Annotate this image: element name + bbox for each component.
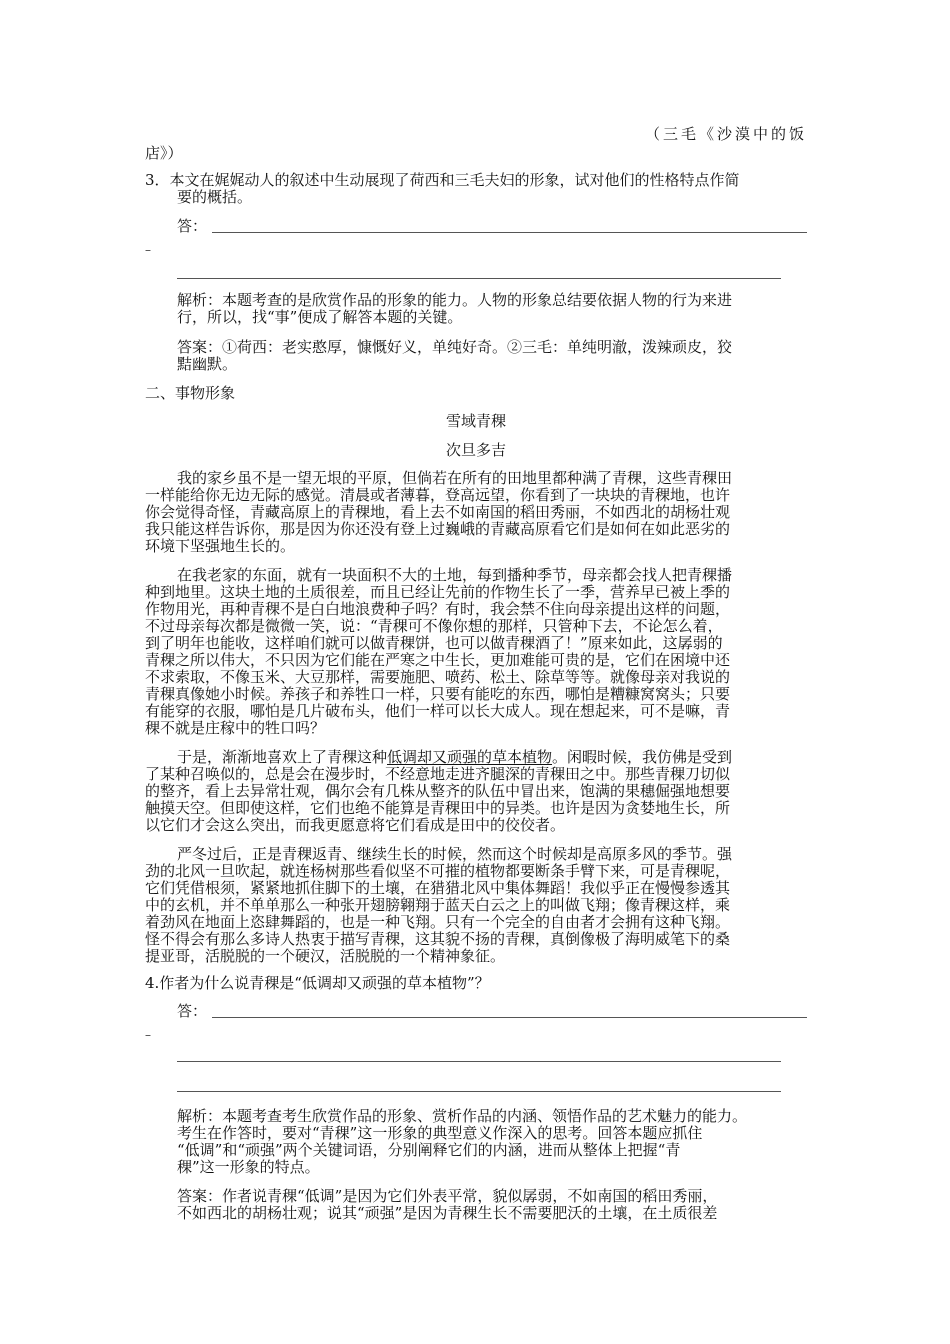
p4-line: 中的玄机，并不单单那么一种张开翅膀翱翔于蓝天白云之上的叫做飞翔；像青稞这样，乘 [145,897,731,914]
p3-text-pre: 于是，渐渐地喜欢上了青稞这种 [177,749,388,766]
p2-line: 到了明年也能收，这样咱们就可以做青稞饼，也可以做青稞酒了！”原来如此，这孱弱的 [145,635,723,652]
p1-line: 你会觉得奇怪，青藏高原上的青稞地，看上去不如南国的稻田秀丽，不如西北的胡杨壮观 [145,504,731,521]
p2-line: 有能穿的衣服，哪怕是几片破布头，他们一样可以长大成人。现在想起来，可不是嘛，青 [145,703,731,720]
q4-answer-line-3[interactable] [177,1091,781,1092]
q3-question-line2: 要的概括。 [177,189,253,206]
section-heading: 二、事物形象 [145,385,236,402]
p2-line: 种到地里。这块土地的土质很差，而且已经让先前的作物生长了一季，营养早已被上季的 [145,584,731,601]
source-attribution-line2: 店》） [145,145,183,162]
p4-line: 怪不得会有那么多诗人热衷于描写青稞，这其貌不扬的青稞，真倒像极了海明威笔下的桑 [145,931,731,948]
p2-line: 不求索取，不像玉米、大豆那样，需要施肥、喷药、松土、除草等等。就像母亲对我说的 [145,669,731,686]
p1-line: 环境下坚强地生长的。 [145,538,296,555]
q4-analysis-line: 考生在作答时，要对“青稞”这一形象的典型意义作深入的思考。回答本题应抓住 [177,1125,703,1142]
p2-line: 稞不就是庄稼中的牲口吗？ [145,720,326,737]
p1-line: 一样能给你无边无际的感觉。清晨或者薄暮，登高远望，你看到了一块块的青稞地，也许 [145,487,731,504]
q4-analysis-line: “低调”和“顽强”两个关键词语，分别阐释它们的内涵，进而从整体上把握“青 [177,1142,681,1159]
p4-line: 提亚哥，活脱脱的一个硬汉，活脱脱的一个精神象征。 [145,948,506,965]
q3-answer-line-2[interactable] [177,278,781,279]
q3-answer-line2: 黠幽默。 [177,356,238,373]
q4-question: 4.作者为什么说青稞是“低调却又顽强的草本植物”？ [145,975,490,992]
p3-line: 的整齐，看上去异常壮观，偶尔会有几株从整齐的队伍中冒出来，饱满的果穗倔强地想要 [145,783,731,800]
p3-text-post: 。闲暇时候，我仿佛是受到 [552,749,733,766]
q3-answer-line1: 答案：①荷西：老实憨厚，慷慨好义，单纯好奇。②三毛：单纯明澈，泼辣顽皮，狡 [177,339,733,356]
p2-line: 在我老家的东面，就有一块面积不大的土地，每到播种季节，母亲都会找人把青稞播 [177,567,733,584]
q4-analysis-line: 解析：本题考查考生欣赏作品的形象、赏析作品的内涵、领悟作品的艺术魅力的能力。 [177,1108,748,1125]
q4-answer-line-1[interactable] [212,1017,807,1018]
p2-line: 青稞真像她小时候。养孩子和养牲口一样，只要有能吃的东西，哪怕是糟糠窝窝头；只要 [145,686,731,703]
p4-line: 着劲风在地面上恣肆舞蹈的，也是一种飞翔。只有一个完全的自由者才会拥有这种飞翔。 [145,914,731,931]
p4-line: 严冬过后，正是青稞返青、继续生长的时候，然而这个时候却是高原多风的季节。强 [177,846,733,863]
q3-answer-label: 答： [177,218,208,235]
q3-answer-line-1[interactable] [212,232,807,233]
q4-answer-text-line: 不如西北的胡杨壮观；说其“顽强”是因为青稞生长不需要肥沃的土壤，在土质很差 [177,1205,718,1222]
q3-dash-mark: – [145,243,151,257]
q4-dash-mark: – [145,1028,151,1042]
p1-line: 我只能这样告诉你，那是因为你还没有登上过巍峨的青藏高原看它们是如何在如此恶劣的 [145,521,731,538]
q4-answer-label: 答： [177,1003,208,1020]
p3-line: 以它们才会这么突出，而我更愿意将它们看成是田中的佼佼者。 [145,817,566,834]
p2-line: 青稞之所以伟大，不只因为它们能在严寒之中生长，更加难能可贵的是，它们在困境中还 [145,652,731,669]
q4-answer-text-line: 答案：作者说青稞“低调”是因为它们外表平常，貌似孱弱，不如南国的稻田秀丽， [177,1188,718,1205]
essay-title: 雪域青稞 [445,413,506,430]
q3-question-line1: 3．本文在娓娓动人的叙述中生动展现了荷西和三毛夫妇的形象，试对他们的性格特点作简 [145,172,740,189]
p3-line: 触摸天空。但即使这样，它们也绝不能算是青稞田中的异类。也许是因为贪婪地生长，所 [145,800,731,817]
essay-author: 次旦多吉 [445,442,506,459]
q3-analysis-line2: 行，所以，找“事”便成了解答本题的关键。 [177,309,463,326]
p4-line: 它们凭借根须，紧紧地抓住脚下的土壤，在猎猎北风中集体舞蹈！我似乎正在慢慢参透其 [145,880,731,897]
p4-line: 劲的北风一旦吹起，就连杨树那些看似坚不可摧的植物都要断条手臂下来，可是青稞呢， [145,863,731,880]
q3-analysis-line1: 解析：本题考查的是欣赏作品的形象的能力。人物的形象总结要依据人物的行为来进 [177,292,733,309]
p3-line1 [177,749,807,766]
p3-line: 了某种召唤似的，总是会在漫步时，不经意地走进齐腿深的青稞田之中。那些青稞刀切似 [145,766,731,783]
q4-analysis-line: 稞”这一形象的特点。 [177,1159,320,1176]
p1-line: 我的家乡虽不是一望无垠的平原，但倘若在所有的田地里都种满了青稞，这些青稞田 [177,470,733,487]
p2-line: 不过母亲每次都是微微一笑，说：“青稞可不像你想的那样，只管种下去，不论怎么着， [145,618,723,635]
q4-answer-line-2[interactable] [177,1061,781,1062]
source-attribution-line1: （三毛《沙漠中的饭 [644,126,807,143]
p3-underlined-phrase: 低调却又顽强的草本植物 [387,749,553,766]
p2-line: 作物用光，再种青稞不是白白地浪费种子吗？有时，我会禁不住向母亲提出这样的问题， [145,601,731,618]
